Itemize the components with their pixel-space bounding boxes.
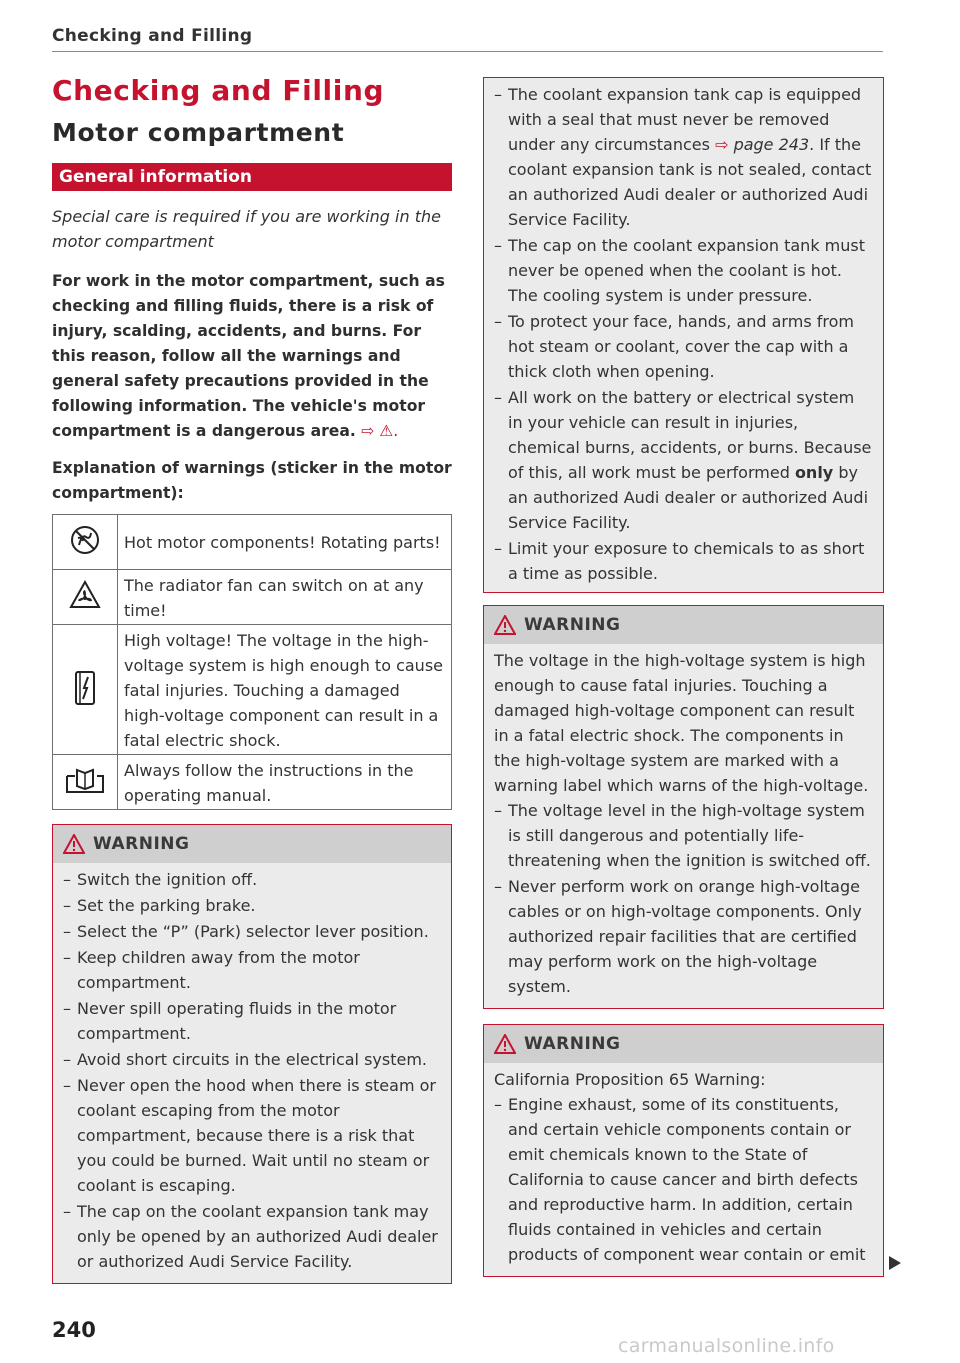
warning-triangle-icon [63, 834, 85, 854]
subsection-bar: General information [52, 163, 452, 191]
list-item: – Never spill operating fluids in the motor compartment. [63, 996, 441, 1046]
warning-reference-link[interactable]: ⇨ ⚠. [361, 422, 399, 440]
warning-paragraph: The voltage in the high-voltage system is high enough to cause fatal injuries. Touching a damaged high-voltage component can result in a fatal electric shock. The components in the high-voltage system are marked with a warning label which warns of the high-voltage. [494, 651, 869, 795]
list-item-text: The coolant expansion tank cap is equipped with a seal that must never be removed under any circumstances [508, 85, 862, 154]
list-item: – Switch the ignition off. [63, 867, 441, 892]
continued-warning-box [483, 77, 884, 593]
table-text-cell: Hot motor components! Rotating parts! [118, 515, 452, 570]
list-item [494, 82, 873, 232]
warning-header [484, 606, 883, 644]
page-number: 240 [52, 1318, 96, 1342]
warning-title: WARNING [524, 615, 621, 635]
sticker-table [52, 514, 452, 810]
warning-list [494, 1092, 873, 1267]
running-head: Checking and Filling [52, 26, 253, 46]
list-item: – Select the “P” (Park) selector lever position. [63, 919, 441, 944]
warning-body [484, 644, 883, 1008]
table-icon-cell [53, 515, 118, 570]
chapter-title: Checking and Filling [52, 74, 385, 107]
list-item: – The cap on the coolant expansion tank may only be opened by an authorized Audi dealer or authorized Audi Service Facility. [63, 1199, 441, 1274]
safety-paragraph-text: For work in the motor compartment, such as checking and filling fluids, there is a risk of injury, scalding, accidents, and burns. For this reason, follow all the warnings and general safety precautions provided in the following information. The vehicle's motor compartment is a dangerous area. [52, 272, 445, 440]
continued-arrow-icon [889, 1256, 901, 1270]
warning-box [483, 1024, 884, 1277]
table-icon-cell [53, 755, 118, 810]
warning-box [483, 605, 884, 1009]
warning-title: WARNING [93, 834, 190, 854]
high-voltage-icon [74, 670, 96, 706]
list-item: – To protect your face, hands, and arms from hot steam or coolant, cover the cap with a thick cloth when opening. [494, 309, 873, 384]
continued-list [494, 82, 873, 586]
list-item: – The voltage level in the high-voltage system is still dangerous and potentially life-threatening when the ignition is switched off. [494, 798, 873, 873]
page-reference-link[interactable]: page 243 [733, 135, 810, 154]
warning-list [63, 867, 441, 1274]
warning-box [52, 824, 452, 1284]
list-item: – Set the parking brake. [63, 893, 441, 918]
table-icon-cell [53, 570, 118, 625]
explanation-heading: Explanation of warnings (sticker in the motor compartment): [52, 459, 452, 502]
warning-header [484, 1025, 883, 1063]
section-title: Motor compartment [52, 118, 345, 147]
hot-rotating-parts-icon [70, 525, 100, 555]
owners-manual-icon [65, 766, 105, 794]
table-text-cell: The radiator fan can switch on at any time! [118, 570, 452, 625]
intro-text: Special care is required if you are working in the motor compartment [52, 207, 441, 251]
warning-triangle-icon [494, 1034, 516, 1054]
list-item-text: All work on the battery or electrical system in your vehicle can result in injuries, chemical burns, accidents, or burns. Because of this, all work must be performed [508, 388, 872, 482]
warning-body [53, 863, 451, 1283]
warning-list [494, 798, 873, 999]
table-row [53, 755, 452, 810]
warning-title: WARNING [524, 1034, 621, 1054]
list-item: – The cap on the coolant expansion tank must never be opened when the coolant is hot. The cooling system is under pressure. [494, 233, 873, 308]
left-column [52, 74, 452, 1284]
table-row [53, 625, 452, 755]
emphasis-text: only [794, 463, 834, 482]
radiator-fan-icon [69, 580, 101, 610]
list-item: – Engine exhaust, some of its constituents, and certain vehicle components contain or emit chemicals known to the State of California to cause cancer and birth defects and reproductive harm. In addition, certain fluids contained in vehicles and certain products of component wear contain or emit [494, 1092, 873, 1267]
list-item: – Avoid short circuits in the electrical system. [63, 1047, 441, 1072]
warning-header [53, 825, 451, 863]
list-item: – Limit your exposure to chemicals to as short a time as possible. [494, 536, 873, 586]
table-row [53, 570, 452, 625]
warning-triangle-icon [494, 615, 516, 635]
right-column [483, 77, 884, 1277]
list-item: – Keep children away from the motor compartment. [63, 945, 441, 995]
table-icon-cell [53, 625, 118, 755]
table-row [53, 515, 452, 570]
warning-paragraph: California Proposition 65 Warning: [494, 1070, 766, 1089]
table-text-cell: High voltage! The voltage in the high-voltage system is high enough to cause fatal injuries. Touching a damaged high-voltage component can result in a fatal electric shock. [118, 625, 452, 755]
watermark: carmanualsonline.info [618, 1335, 835, 1357]
table-text-cell: Always follow the instructions in the operating manual. [118, 755, 452, 810]
list-item: – Never perform work on orange high-voltage cables or on high-voltage components. Only authorized repair facilities that are certified may perform work on the high-voltage system. [494, 874, 873, 999]
list-item-text: by an authorized Audi dealer or authorized Audi Service Facility. [508, 463, 869, 532]
header-divider [52, 51, 883, 52]
list-item-text: . If the coolant expansion tank is not sealed, contact an authorized Audi dealer or authorized Audi Service Facility. [508, 135, 872, 229]
safety-paragraph [52, 269, 452, 444]
list-item: – Never open the hood when there is steam or coolant escaping from the motor compartment, because there is a risk that you could be burned. Wait until no steam or coolant is escaping. [63, 1073, 441, 1198]
list-item [494, 385, 873, 535]
page-ref-arrow: ⇨ [715, 135, 729, 154]
warning-body [484, 1063, 883, 1276]
